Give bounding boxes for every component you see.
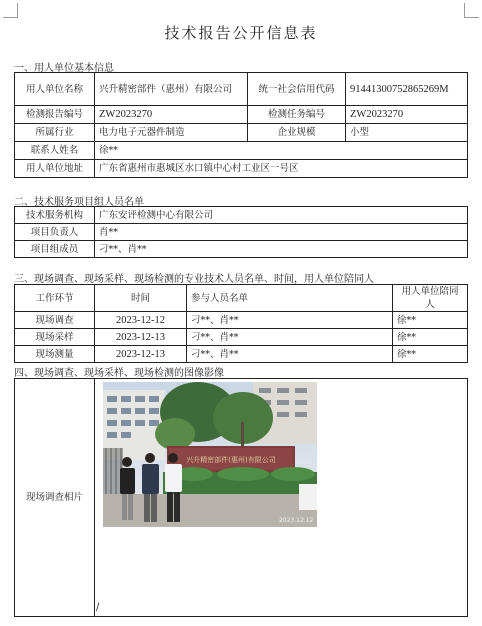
- corner-mark-right: [464, 3, 479, 18]
- table-row: [15, 329, 468, 346]
- row-label: 统一社会信用代码: [248, 73, 346, 106]
- table-row: [15, 346, 468, 363]
- company-escort: 徐**: [393, 329, 468, 346]
- table-row: [15, 142, 468, 160]
- row-label: 检测报告编号: [15, 106, 95, 124]
- company-escort: 徐**: [393, 312, 468, 329]
- table-row: [15, 73, 468, 106]
- work-date: 2023-12-13: [95, 329, 187, 346]
- row-label: 联系人姓名: [15, 142, 95, 160]
- work-stage: 现场采样: [15, 329, 95, 346]
- row-label: 项目组成员: [15, 241, 95, 258]
- table-row: [15, 207, 468, 224]
- section-2-heading: 二、技术服务项目组人员名单: [14, 197, 144, 208]
- row-label: 检测任务编号: [248, 106, 346, 124]
- work-date: 2023-12-13: [95, 346, 187, 363]
- table-header-row: [15, 285, 468, 312]
- task-number: ZW2023270: [346, 106, 468, 124]
- row-label: 所属行业: [15, 124, 95, 142]
- report-number: ZW2023270: [95, 106, 248, 124]
- company-name: 兴升精密部件（惠州）有限公司: [95, 73, 248, 106]
- service-agency: 广东安评检测中心有限公司: [95, 207, 468, 224]
- corner-mark-left: [3, 3, 18, 18]
- column-header: 参与人员名单: [187, 285, 393, 312]
- column-header: 时间: [95, 285, 187, 312]
- project-leader: 肖**: [95, 224, 468, 241]
- contact-name: 徐**: [95, 142, 468, 160]
- empty-slash: /: [96, 602, 100, 613]
- section-4-heading: 四、现场调查、现场采样、现场检测的图像影像: [14, 368, 224, 379]
- table-row: [15, 124, 468, 142]
- credit-code: 91441300752865269M: [346, 73, 468, 106]
- participants: 刁**、肖**: [187, 312, 393, 329]
- site-photo: [103, 382, 317, 527]
- work-stage: 现场测量: [15, 346, 95, 363]
- site-photo-image: [103, 382, 317, 527]
- photo-date-stamp: 2023.12.12: [279, 517, 314, 524]
- column-header: 工作环节: [15, 285, 95, 312]
- row-label: 技术服务机构: [15, 207, 95, 224]
- sign-text: 兴升精密部件(惠州)有限公司: [186, 456, 276, 464]
- participants: 刁**、肖**: [187, 346, 393, 363]
- basic-info-table: [14, 72, 468, 178]
- table-row: [15, 312, 468, 329]
- section-1-heading: 一、用人单位基本信息: [14, 63, 114, 74]
- industry: 电力电子元器件制造: [95, 124, 248, 142]
- project-members: 刁**、肖**: [95, 241, 468, 258]
- work-stage: 现场调查: [15, 312, 95, 329]
- project-team-table: [14, 206, 468, 258]
- table-row: [15, 241, 468, 258]
- company-escort: 徐**: [393, 346, 468, 363]
- enterprise-scale: 小型: [346, 124, 468, 142]
- row-label: 用人单位地址: [15, 160, 95, 178]
- company-address: 广东省惠州市惠城区水口镇中心村工业区一号区: [95, 160, 468, 178]
- table-row: [15, 224, 468, 241]
- row-label: 用人单位名称: [15, 73, 95, 106]
- section-3-heading: 三、现场调查、现场采样、现场检测的专业技术人员名单、时间，用人单位陪同人: [14, 274, 374, 285]
- table-row: [15, 106, 468, 124]
- work-date: 2023-12-12: [95, 312, 187, 329]
- field-work-table: [14, 284, 468, 363]
- row-label: 企业规模: [248, 124, 346, 142]
- photo-cell: [95, 379, 468, 617]
- participants: 刁**、肖**: [187, 329, 393, 346]
- photo-label: 现场调查相片: [15, 379, 95, 617]
- page-title: 技术报告公开信息表: [164, 24, 318, 42]
- table-row: [15, 379, 468, 617]
- row-label: 项目负责人: [15, 224, 95, 241]
- column-header: 用人单位陪同人: [393, 285, 468, 312]
- photo-table: [14, 378, 468, 617]
- table-row: [15, 160, 468, 178]
